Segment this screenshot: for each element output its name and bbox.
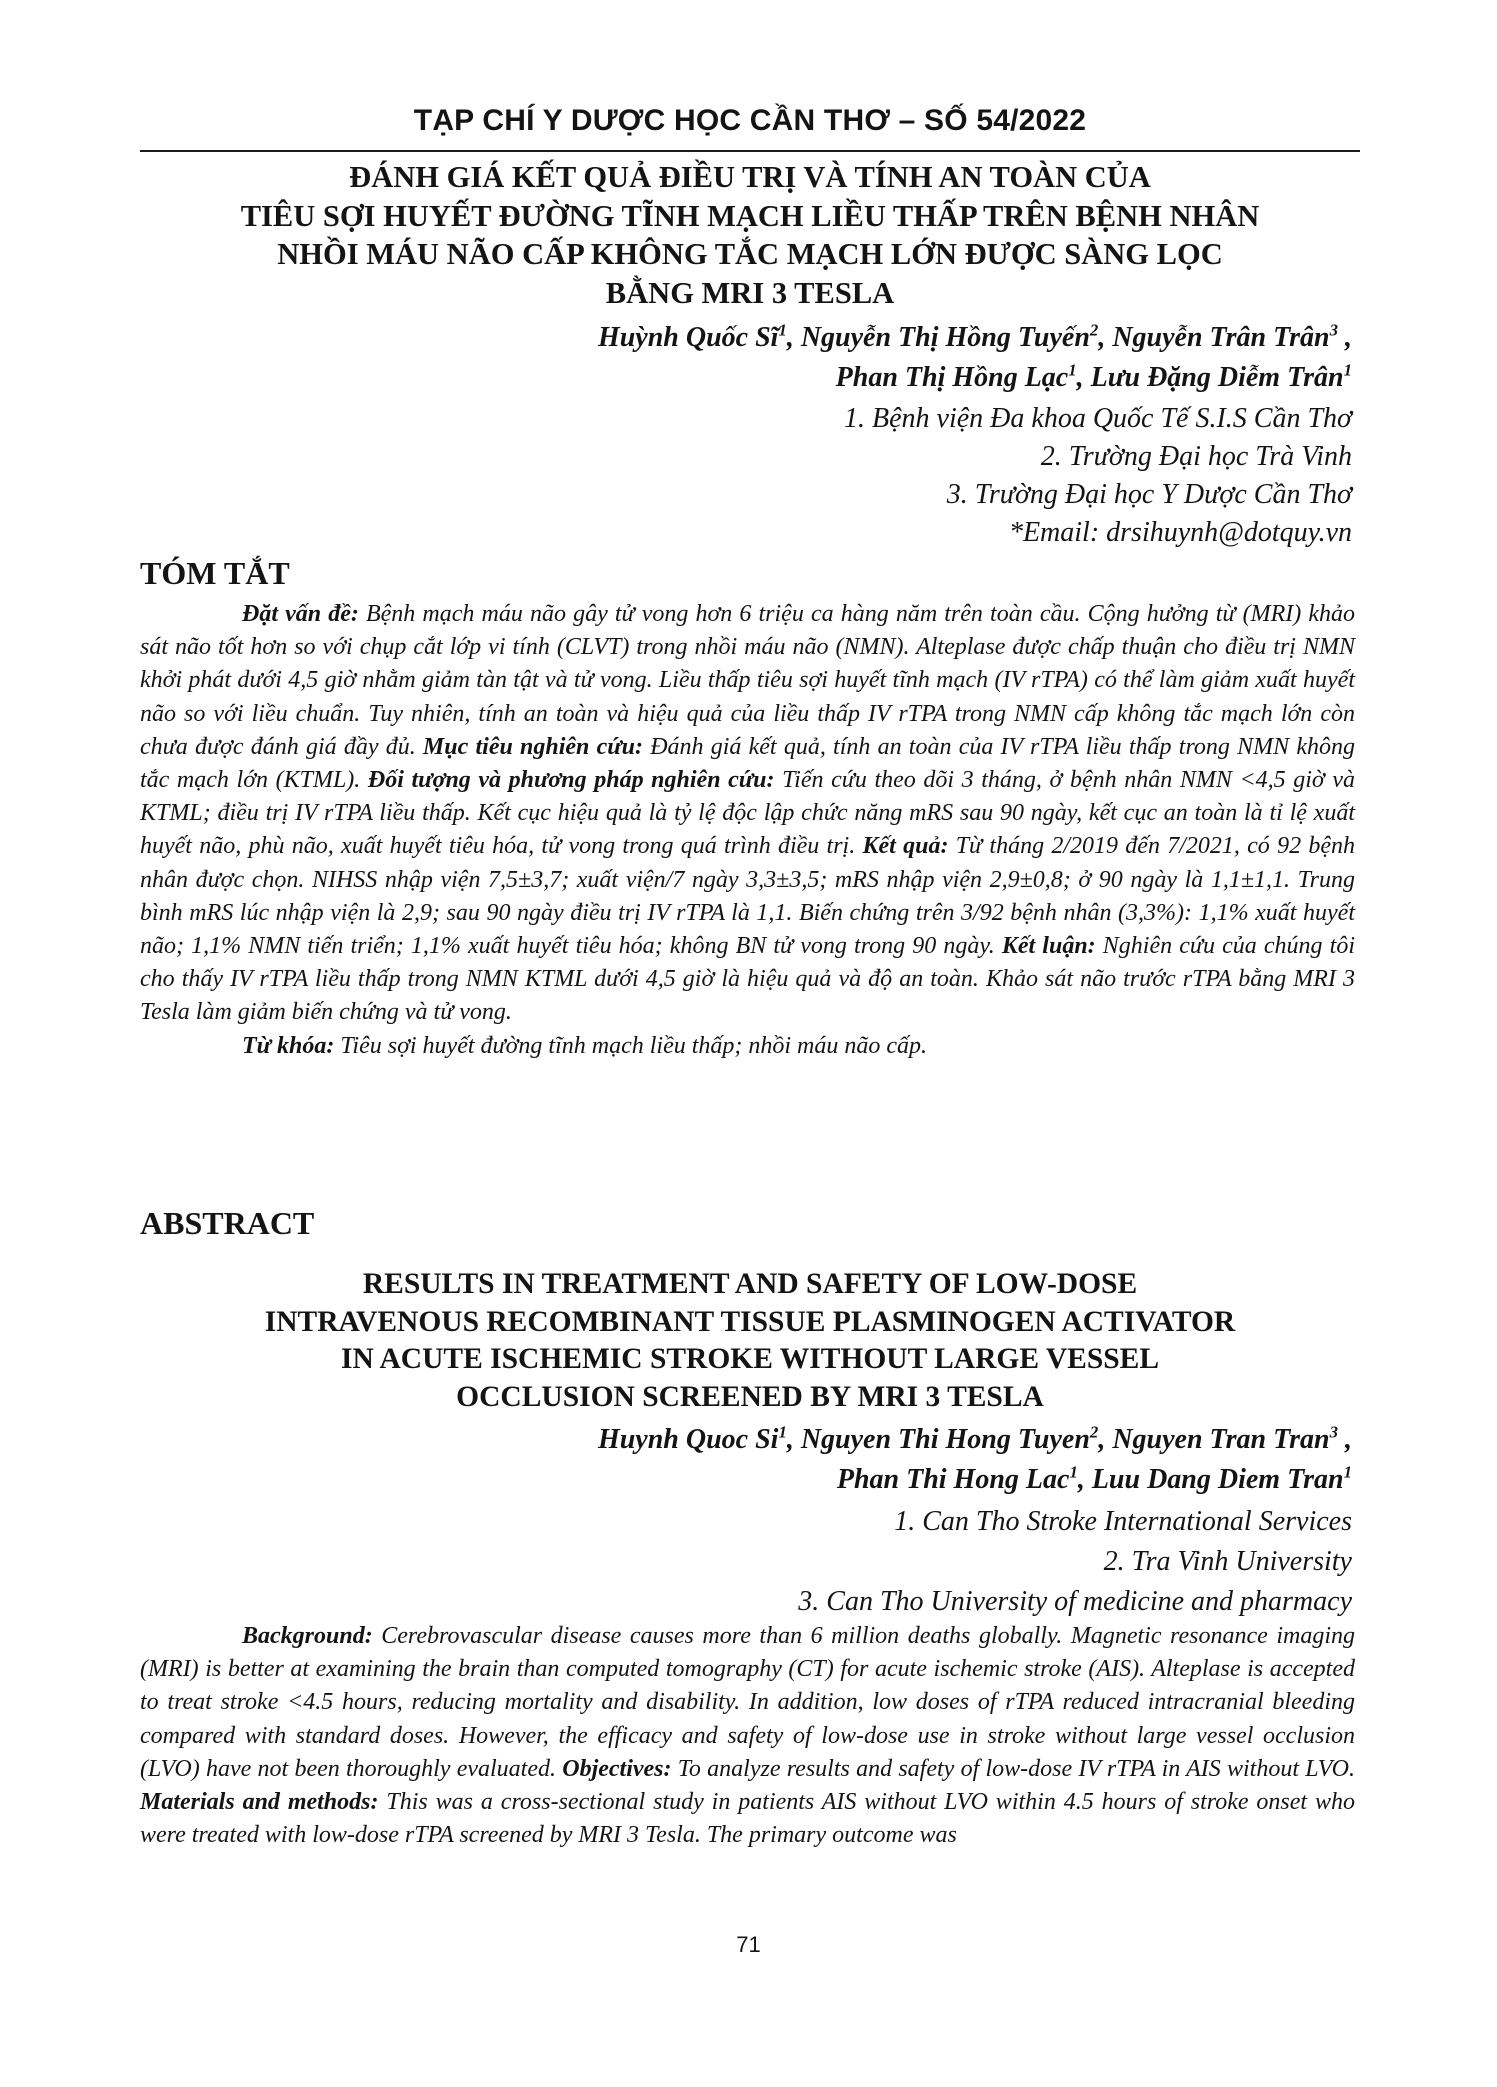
abstract-text: Tiến cứu theo dõi 3 tháng, ở bệnh nhân NMN <4,5 giờ và KTML; điều trị IV rTPA liều thấp. Kết cục hiệu quả là tỷ lệ độc lập chức năng mRS sau 90 ngày, kết cục an toàn là tỉ lệ xuất huyết não, phù não, xuất huyết tiêu hóa, tử vong trong quá trình điều trị.	[140, 767, 1355, 860]
author-affiliation-mark: 1	[1068, 360, 1077, 380]
author-affiliation-mark: 2	[1089, 320, 1099, 340]
english-abstract	[140, 1620, 1355, 1852]
english-title-line: INTRAVENOUS RECOMBINANT TISSUE PLASMINOGEN ACTIVATOR	[264, 1305, 1236, 1338]
keywords-paragraph	[140, 1030, 1355, 1063]
author-name: Phan Thi Hong Lac	[836, 1464, 1070, 1495]
affiliation: 2. Trường Đại học Trà Vinh	[1040, 441, 1352, 472]
abstract-text: Nghiên cứu của chúng tôi cho thấy IV rTPA liều thấp trong NMN KTML dưới 4,5 giờ là hiệu quả và độ an toàn. Khảo sát não trước rTPA bằng MRI 3 Tesla làm giảm biến chứng và tử vong.	[140, 933, 1356, 1026]
english-title-line: IN ACUTE ISCHEMIC STROKE WITHOUT LARGE VESSEL	[340, 1343, 1160, 1375]
abstract-label: Đối tượng và phương pháp nghiên cứu:	[367, 767, 775, 794]
author-name: , Luu Dang Diem Tran	[1077, 1464, 1344, 1495]
journal-header: TẠP CHÍ Y DƯỢC HỌC CẦN THƠ – SỐ 54/2022	[413, 104, 1087, 137]
english-title	[140, 1266, 1360, 1416]
author-line	[598, 318, 1352, 358]
author-line	[598, 1460, 1352, 1500]
author-affiliation-mark: 1	[1069, 1462, 1078, 1482]
author-affiliation-mark: 3	[1329, 320, 1338, 340]
abstract-paragraph	[140, 598, 1355, 1030]
keywords-label: Từ khóa:	[242, 1032, 335, 1059]
author-affiliation-mark: 1	[1343, 360, 1352, 380]
author-name: , Lưu Đặng Diễm Trân	[1076, 362, 1344, 393]
abstract-label: Kết quả:	[862, 833, 949, 860]
vietnamese-title-line: TIÊU SỢI HUYẾT ĐƯỜNG TĨNH MẠCH LIỀU THẤP TRÊN BỆNH NHÂN	[240, 198, 1260, 233]
author-name: , Nguyễn Thị Hồng Tuyến	[786, 322, 1090, 353]
abstract-label: Kết luận:	[1001, 933, 1096, 960]
author-affiliation-mark: 2	[1089, 1422, 1099, 1442]
author-line	[598, 358, 1352, 398]
abstract-text: Đánh giá kết quả, tính an toàn của IV rTPA liều thấp trong NMN không tắc mạch lớn (KTML).	[140, 733, 1355, 794]
author-line	[598, 1420, 1352, 1460]
author-name: Huỳnh Quốc Sĩ	[597, 322, 779, 353]
author-name: Phan Thị Hồng Lạc	[835, 362, 1069, 393]
vietnamese-affiliations	[844, 400, 1352, 552]
author-separator: ,	[1338, 1424, 1352, 1455]
abstract-label: Mục tiêu nghiên cứu:	[422, 733, 643, 760]
english-title-line: OCCLUSION SCREENED BY MRI 3 TESLA	[456, 1380, 1044, 1413]
abstract-paragraph	[140, 1620, 1355, 1852]
abstract-text: This was a cross-sectional study in patients AIS without LVO within 4.5 hours of stroke onset who were treated with low-dose rTPA screened by MRI 3 Tesla. The primary outcome was	[140, 1789, 1355, 1849]
header-divider	[140, 150, 1360, 152]
author-name: Huynh Quoc Si	[597, 1424, 779, 1455]
affiliation: 2. Tra Vinh University	[1103, 1546, 1352, 1577]
affiliation: 3. Trường Đại học Y Dược Cần Thơ	[946, 479, 1352, 510]
abstract-heading: ABSTRACT	[140, 1205, 315, 1241]
abstract-label: Đặt vấn đề:	[242, 601, 359, 627]
vietnamese-title-line: ĐÁNH GIÁ KẾT QUẢ ĐIỀU TRỊ VÀ TÍNH AN TOÀN CỦA	[349, 160, 1151, 194]
abstract-text: Cerebrovascular disease causes more than 6 million deaths globally. Magnetic resonance imaging (MRI) is better at examining the brain than computed tomography (CT) for acute ischemic stroke (AIS). Alteplase is accepted to treat stroke <4.5 hours, reducing mortality and disability. In addition, low doses of rTPA reduced intracranial bleeding compared with standard doses. However, the efficacy and safety of low-dose use in stroke without large vessel occlusion (LVO) have not been thoroughly evaluated.	[140, 1623, 1355, 1782]
abstract-text: Bệnh mạch máu não gây tử vong hơn 6 triệu ca hàng năm trên toàn cầu. Cộng hưởng từ (MRI) khảo sát não tốt hơn so với chụp cắt lớp vi tính (CLVT) trong nhồi máu não (NMN). Alteplase được chấp thuận cho điều trị NMN khởi phát dưới 4,5 giờ nhằm giảm tàn tật và tử vong. Liều thấp tiêu sợi huyết tĩnh mạch (IV rTPA) có thể làm giảm xuất huyết não so với liều chuẩn. Tuy nhiên, tính an toàn và hiệu quả của liều thấp IV rTPA trong NMN cấp không tắc mạch lớn còn chưa được đánh giá đầy đủ.	[140, 601, 1355, 760]
english-affiliations	[798, 1502, 1352, 1622]
abstract-text: Từ tháng 2/2019 đến 7/2021, có 92 bệnh nhân được chọn. NIHSS nhập viện 7,5±3,7; xuất viện/7 ngày 3,3±3,5; mRS nhập viện 2,9±0,8; ở 90 ngày là 1,1±1,1. Trung bình mRS lúc nhập viện là 2,9; sau 90 ngày điều trị IV rTPA là 1,1. Biến chứng trên 3/92 bệnh nhân (3,3%): 1,1% xuất huyết não; 1,1% NMN tiến triển; 1,1% xuất huyết tiêu hóa; không BN tử vong trong 90 ngày.	[140, 833, 1355, 960]
vietnamese-abstract	[140, 598, 1355, 1063]
abstract-label: Background:	[242, 1623, 373, 1649]
author-affiliation-mark: 1	[1343, 1462, 1352, 1482]
abstract-label: Materials and methods:	[140, 1789, 379, 1816]
vietnamese-title	[140, 158, 1360, 312]
author-name: , Nguyen Thi Hong Tuyen	[786, 1424, 1090, 1455]
english-title-line: RESULTS IN TREATMENT AND SAFETY OF LOW-DOSE	[362, 1268, 1138, 1300]
author-name: , Nguyễn Trân Trân	[1098, 322, 1330, 353]
page-number: 71	[736, 1932, 761, 1957]
author-affiliation-mark: 3	[1329, 1422, 1338, 1442]
keywords-text: Tiêu sợi huyết đường tĩnh mạch liều thấp; nhồi máu não cấp.	[334, 1032, 928, 1059]
email-address: *Email: drsihuynh@dotquy.vn	[1008, 517, 1352, 548]
abstract-text: To analyze results and safety of low-dose IV rTPA in AIS without LVO.	[671, 1755, 1355, 1782]
summary-heading: TÓM TẮT	[140, 555, 290, 591]
affiliation: 1. Can Tho Stroke International Services	[894, 1506, 1352, 1537]
english-authors	[598, 1420, 1352, 1500]
vietnamese-title-line: BẰNG MRI 3 TESLA	[605, 275, 895, 310]
affiliation: 3. Can Tho University of medicine and pharmacy	[798, 1586, 1352, 1617]
author-affiliation-mark: 1	[778, 1422, 787, 1442]
affiliation: 1. Bệnh viện Đa khoa Quốc Tế S.I.S Cần Thơ	[844, 403, 1352, 434]
author-affiliation-mark: 1	[778, 320, 787, 340]
author-name: , Nguyen Tran Tran	[1098, 1424, 1330, 1455]
abstract-label: Objectives:	[562, 1755, 672, 1782]
vietnamese-authors	[598, 318, 1352, 398]
vietnamese-title-line: NHỒI MÁU NÃO CẤP KHÔNG TẮC MẠCH LỚN ĐƯỢC SÀNG LỌC	[277, 237, 1223, 271]
author-separator: ,	[1338, 322, 1352, 353]
